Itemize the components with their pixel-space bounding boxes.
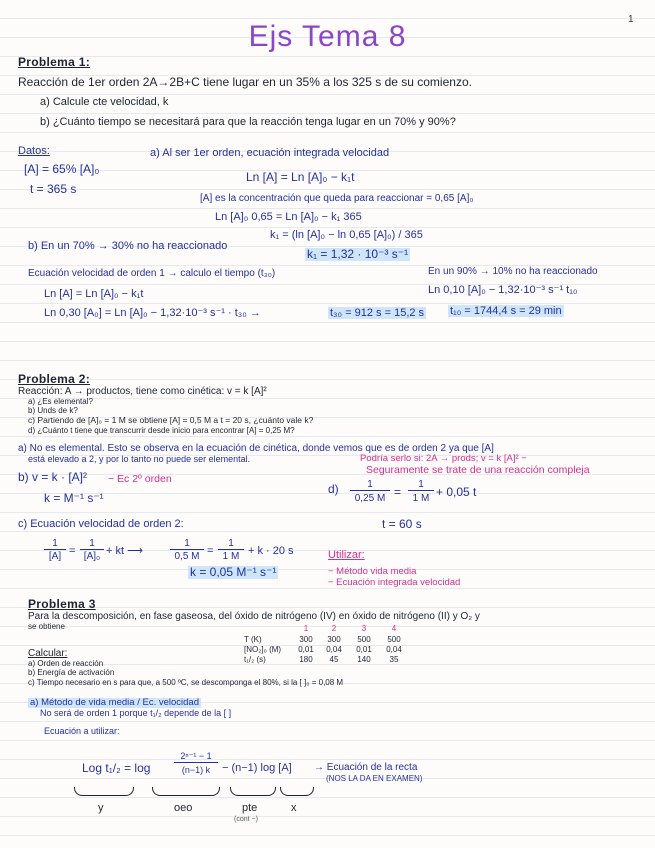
equation-ln: Ln [A] = Ln [A]₀ − k₁t bbox=[44, 288, 144, 300]
table-cell: 180 bbox=[299, 655, 313, 664]
equation-intro: Ecuación a utilizar: bbox=[44, 726, 120, 736]
solution-2c-kt: + kt ⟶ bbox=[106, 545, 143, 557]
calcular-a: a) Orden de reacción bbox=[28, 659, 104, 668]
solution-2c-num1: 1 bbox=[44, 538, 66, 550]
brace-y bbox=[74, 787, 134, 796]
part-b-70-percent: b) En un 70% → 30% no ha reaccionado bbox=[28, 240, 228, 252]
calcular-c: c) Tiempo necesario en s para que, a 500 ºC, se descomponga el 80%, si la [ ]₀ = 0,08 M bbox=[28, 678, 344, 687]
equation-t30: Ln 0,30 [A₀] = Ln [A]₀ − 1,32·10⁻³ s⁻¹ · t₃₀ → bbox=[44, 307, 261, 319]
equation-lhs: Log t₁/₂ = log bbox=[82, 761, 151, 775]
table-cell: 35 bbox=[389, 655, 399, 664]
solution-2d-num1: 1 bbox=[350, 479, 390, 491]
problem-1-question-b: b) ¿Cuánto tiempo se necesitará para que la reacción tenga lugar en un 70% y 90%? bbox=[40, 116, 456, 128]
table-cell: 0,01 bbox=[356, 645, 372, 654]
problem-2-statement: Reacción: A → productos, tiene como cinética: v = k [A]² bbox=[18, 386, 267, 397]
col-mark-1: 1 bbox=[303, 624, 309, 633]
solution-2c-den3: 0,5 M bbox=[174, 551, 200, 562]
problem-3-statement-line1: Para la descomposición, en fase gaseosa, del óxido de nitrógeno (IV) en óxido de nitrógeno (II) y O₂ y bbox=[28, 611, 480, 622]
table-cell: 300 bbox=[299, 635, 313, 644]
label-pte-sub: (cont −) bbox=[234, 816, 258, 823]
solution-2b-note: − Ec 2º orden bbox=[108, 473, 172, 485]
label-x: x bbox=[291, 802, 297, 814]
seguramente-note: Seguramente se trate de una reacción compleja bbox=[366, 464, 590, 476]
solution-2b: b) v = k · [A]² bbox=[18, 470, 88, 484]
label-pte: pte bbox=[242, 802, 258, 814]
solution-2d-equals: = bbox=[394, 485, 402, 499]
solution-2c-den1: [A] bbox=[48, 551, 62, 562]
brace-x bbox=[280, 787, 314, 796]
equation-rhs: − (n−1) log [A] bbox=[222, 762, 292, 774]
equation-substituted: Ln [A]₀ 0,65 = Ln [A]₀ − k₁ 365 bbox=[215, 211, 362, 223]
part-b-90-percent: En un 90% → 10% no ha reaccionado bbox=[428, 266, 598, 277]
equation-arrow-note: → Ecuación de la recta bbox=[314, 762, 418, 773]
solution-2a-line2: está elevado a 2, y por lo tanto no puede ser elemental. bbox=[28, 454, 251, 464]
datos-label: Datos: bbox=[18, 145, 50, 157]
problem-1-statement: Reacción de 1er orden 2A→2B+C tiene lugar en un 35% a los 325 s de su comienzo. bbox=[18, 75, 472, 89]
solution-3a-note: No será de orden 1 porque t₁/₂ depende de la [ ] bbox=[40, 708, 232, 718]
result-k: k₁ = 1,32 · 10⁻³ s⁻¹ bbox=[307, 247, 409, 261]
solution-2c-equals2: = bbox=[207, 545, 214, 557]
brace-oeo bbox=[152, 787, 220, 796]
metodo-vida-media: − Método vida media bbox=[328, 566, 417, 577]
solution-2d-rest: + 0,05 t bbox=[436, 485, 477, 499]
equation-numerator: 2ⁿ⁻¹ − 1 bbox=[174, 752, 218, 763]
solution-3a: a) Método de vida media / Ec. velocidad bbox=[30, 697, 199, 708]
solution-a-intro: a) Al ser 1er orden, ecuación integrada velocidad bbox=[150, 147, 390, 159]
page-title: Ejs Tema 8 bbox=[248, 20, 407, 53]
solution-2d-num2: 1 bbox=[408, 479, 434, 491]
brace-pte bbox=[230, 787, 276, 796]
solution-2c-equals1: = bbox=[69, 545, 76, 557]
table-row-label: T (K) bbox=[244, 635, 262, 644]
solution-2c-rest: + k · 20 s bbox=[248, 545, 294, 557]
table-cell: 0,04 bbox=[386, 645, 402, 654]
table-cell: 500 bbox=[387, 635, 401, 644]
solution-2c-den2: [A]₀ bbox=[83, 551, 101, 562]
solution-2d-den1: 0,25 M bbox=[354, 493, 386, 504]
col-mark-3: 3 bbox=[361, 624, 367, 633]
solution-2c-result: k = 0,05 M⁻¹ s⁻¹ bbox=[190, 565, 277, 579]
equation-denominator: (n−1) k bbox=[181, 765, 211, 775]
table-cell: 45 bbox=[329, 655, 339, 664]
solution-2c-den4: 1 M bbox=[222, 551, 240, 562]
solution-2a-line1: a) No es elemental. Esto se observa en la ecuación de cinética, donde vemos que es de orden 2 ya que [A] bbox=[18, 443, 494, 454]
solution-2c-num3: 1 bbox=[170, 538, 204, 550]
equation-t10: Ln 0,10 [A]₀ − 1,32·10⁻³ s⁻¹ t₁₀ bbox=[428, 284, 578, 296]
problem-2-question-b: b) Unds de k? bbox=[28, 406, 78, 415]
solution-2d-den2: 1 M bbox=[412, 493, 430, 504]
problem-3-heading: Problema 3 bbox=[28, 597, 96, 611]
problem-2-heading: Problema 2: bbox=[18, 372, 90, 386]
table-cell: 300 bbox=[327, 635, 341, 644]
equation-first-order: Ln [A] = Ln [A]₀ − k₁t bbox=[246, 170, 355, 184]
table-cell: 0,04 bbox=[326, 645, 342, 654]
label-y: y bbox=[98, 802, 104, 814]
problem-3-statement-line2: se obtiene bbox=[28, 622, 65, 631]
solution-2d-label: d) bbox=[328, 482, 339, 496]
label-oeo: oeo bbox=[174, 802, 193, 814]
problem-1-question-a: a) Calcule cte velocidad, k bbox=[40, 96, 169, 108]
table-cell: 140 bbox=[357, 655, 371, 664]
table-row-label: [NO₂]₀ (M) bbox=[244, 645, 282, 654]
table-cell: 0,01 bbox=[298, 645, 314, 654]
problem-2-question-a: a) ¿Es elemental? bbox=[28, 397, 93, 406]
table-cell: 500 bbox=[357, 635, 371, 644]
solution-2c-num2: 1 bbox=[80, 538, 104, 550]
equation-solve-k: k₁ = (ln [A]₀ − ln 0,65 [A]₀) / 365 bbox=[270, 229, 423, 241]
calcular-label: Calcular: bbox=[28, 648, 68, 659]
problem-2-question-d: d) ¿Cuánto t tiene que transcurrir desde inicio para encontrar [A] = 0,25 M? bbox=[28, 426, 295, 435]
solution-2c-intro: c) Ecuación velocidad de orden 2: bbox=[18, 518, 184, 530]
equation-exam-note: (NOS LA DA EN EXAMEN) bbox=[326, 774, 423, 783]
table-row-label: t₁/₂ (s) bbox=[244, 655, 266, 664]
result-t10: t₁₀ = 1744,4 s = 29 min bbox=[450, 305, 562, 317]
problem-1-heading: Problema 1: bbox=[18, 55, 90, 69]
utilizar-label: Utilizar: bbox=[328, 549, 365, 561]
equation-order-1-intro: Ecuación velocidad de orden 1 → calculo el tiempo (t₃₀) bbox=[28, 268, 276, 279]
problem-2-question-c: c) Partiendo de [A]₀ = 1 M se obtiene [A] = 0,5 M a t = 20 s, ¿cuánto vale k? bbox=[28, 415, 314, 425]
podria-note: Podría serlo si: 2A → prods; v = k [A]² − bbox=[360, 453, 527, 464]
solution-2c-num4: 1 bbox=[218, 538, 244, 550]
solution-2d-result: t = 60 s bbox=[382, 517, 422, 531]
calcular-b: b) Energía de activación bbox=[28, 668, 115, 677]
col-mark-4: 4 bbox=[391, 624, 397, 633]
solution-2b-units: k = M⁻¹ s⁻¹ bbox=[44, 491, 104, 505]
dato-time: t = 365 s bbox=[30, 182, 77, 196]
page-number: 1 bbox=[628, 14, 634, 25]
dato-concentration: [A] = 65% [A]₀ bbox=[24, 162, 100, 176]
concentration-note: [A] es la concentración que queda para reaccionar = 0,65 [A]₀ bbox=[200, 193, 474, 204]
result-t30: t₃₀ = 912 s = 15,2 s bbox=[330, 307, 425, 319]
col-mark-2: 2 bbox=[331, 624, 337, 633]
metodo-ecuacion-integrada: − Ecuación integrada velocidad bbox=[328, 577, 461, 588]
